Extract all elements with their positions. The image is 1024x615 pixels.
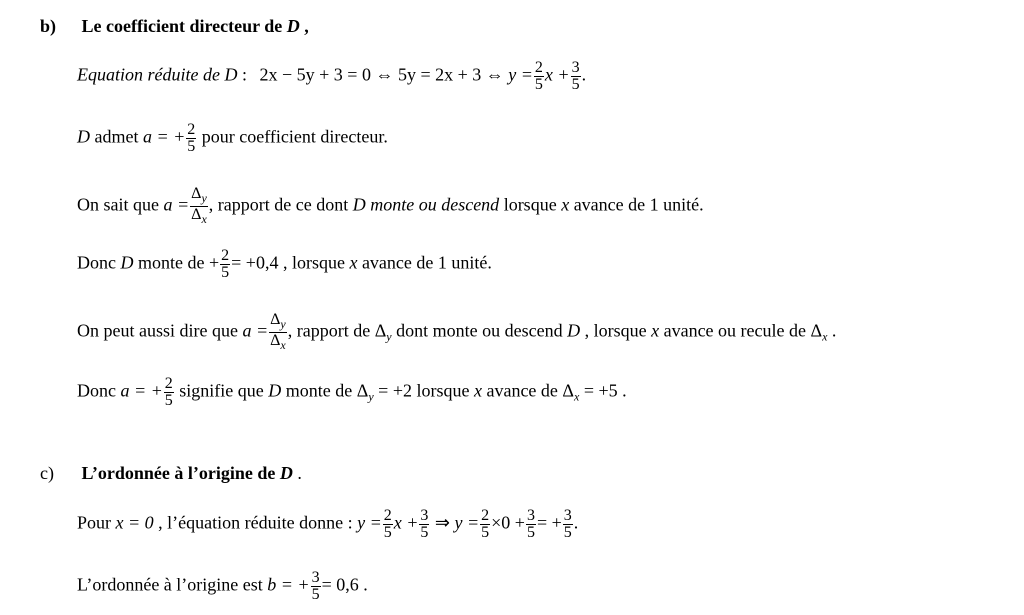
var-d: D: [77, 126, 90, 147]
delta-x: Δ: [810, 320, 823, 341]
section-c-label: c): [40, 463, 54, 483]
text: admet: [90, 126, 143, 147]
var-a: a =: [242, 320, 269, 341]
italic-phrase: monte ou descend: [365, 194, 504, 215]
text: L’ordonnée à l’origine est: [77, 574, 268, 595]
delta-fraction: $\frac{\Delta_y}{\Delta_x}$: [270, 311, 286, 352]
var-a: a =: [163, 194, 190, 215]
x-plus: x +: [393, 512, 419, 533]
fraction: $\frac{2}{5}$: [383, 507, 392, 541]
period: .: [581, 64, 587, 85]
delta-y: Δ: [374, 320, 387, 341]
fraction: $\frac{2}{5}$: [187, 121, 196, 155]
text: avance de 1 unité.: [569, 194, 704, 215]
equation-general: 2x − 5y + 3 = 0: [259, 64, 371, 85]
fraction: $\frac{3}{5}$: [526, 507, 535, 541]
equation-y: y =: [357, 512, 382, 533]
section-c-heading: [40, 461, 302, 485]
section-b-title-var: D: [286, 16, 300, 36]
plus-sign: +: [208, 252, 220, 273]
var-x: x: [561, 194, 570, 215]
fraction: $\frac{3}{5}$: [420, 507, 429, 541]
text: avance ou recule de: [659, 320, 811, 341]
var-d: D: [352, 194, 366, 215]
var-a: a = +: [120, 380, 163, 401]
var-d: D: [567, 320, 581, 341]
equals-plus: = +: [536, 512, 562, 533]
text: = +0,4 , lorsque: [231, 252, 350, 273]
fraction: $\frac{3}{5}$: [571, 59, 580, 93]
section-b-heading: [40, 14, 309, 38]
rise-line: [77, 248, 492, 281]
colon: :: [237, 64, 247, 85]
text: avance de 1 unité.: [357, 252, 492, 273]
text: , l’équation réduite donne :: [153, 512, 358, 533]
text: , lorsque: [580, 320, 652, 341]
text: On peut aussi dire que: [77, 320, 243, 341]
section-c-title-tail: .: [292, 463, 302, 483]
text: = 0,6 .: [321, 574, 368, 595]
x-equals-zero: x = 0: [115, 512, 154, 533]
intercept-result-line: [77, 570, 368, 603]
delta-fraction: $\frac{\Delta_y}{\Delta_x}$: [191, 185, 207, 226]
section-b-title-tail: ,: [299, 16, 309, 36]
text: signifie que: [174, 380, 269, 401]
text: lorsque: [503, 194, 562, 215]
fraction: $\frac{2}{5}$: [481, 507, 490, 541]
text: Pour: [77, 512, 116, 533]
conclusion-line: [77, 376, 627, 409]
equation-y: y =: [454, 512, 480, 533]
section-c-title: L’ordonnée à l’origine de: [81, 463, 276, 483]
text: On sait que: [77, 194, 164, 215]
text: monte de: [281, 380, 357, 401]
reduced-equation-label: Equation réduite de: [77, 64, 225, 85]
text: dont monte ou descend: [391, 320, 568, 341]
delta-x-sub: x: [822, 329, 828, 344]
text: Donc: [77, 380, 121, 401]
text: Donc: [77, 252, 121, 273]
iff-symbol: ⇔: [485, 64, 504, 85]
delta-y: Δ: [356, 380, 369, 401]
implies-symbol: ⇒: [434, 512, 450, 533]
delta-x-sub: x: [574, 389, 580, 404]
var-b: b = +: [267, 574, 310, 595]
iff-symbol: ⇔: [375, 64, 394, 85]
slope-line: [77, 122, 388, 155]
text: , rapport de ce dont: [208, 194, 353, 215]
fraction: $\frac{3}{5}$: [563, 507, 572, 541]
text: , rapport de: [287, 320, 375, 341]
delta-y-sub: y: [368, 389, 374, 404]
delta-x: Δ: [562, 380, 574, 401]
fraction: $\frac{2}{5}$: [164, 375, 173, 409]
text: monte de: [133, 252, 209, 273]
text: pour coefficient directeur.: [197, 126, 388, 147]
period: .: [573, 512, 579, 533]
text: avance de: [481, 380, 563, 401]
text: = +5 .: [579, 380, 627, 401]
equation-y: y =: [508, 64, 533, 85]
var-d: D: [268, 380, 282, 401]
alternative-definition-line: [77, 312, 836, 353]
var-d: D: [224, 64, 238, 85]
var-x: x: [349, 252, 358, 273]
section-b-label: b): [40, 16, 57, 36]
times-zero: ×0 +: [491, 512, 525, 533]
fraction: $\frac{2}{5}$: [534, 59, 543, 93]
var-x: x: [651, 320, 660, 341]
reduced-equation-line: [77, 60, 586, 93]
fraction: $\frac{2}{5}$: [221, 247, 230, 281]
var-a: a = +: [142, 126, 186, 147]
rate-definition-line: [77, 186, 704, 227]
equation-step: 5y = 2x + 3: [397, 64, 482, 85]
section-b-title: Le coefficient directeur de: [81, 16, 283, 36]
var-x: x: [473, 380, 482, 401]
fraction: $\frac{3}{5}$: [311, 569, 320, 603]
intercept-computation-line: [77, 508, 578, 541]
var-d: D: [120, 252, 134, 273]
section-c-title-var: D: [279, 463, 293, 483]
delta-y-sub: y: [386, 329, 392, 344]
period: .: [827, 320, 837, 341]
x-plus: x +: [544, 64, 570, 85]
text: = +2 lorsque: [373, 380, 474, 401]
